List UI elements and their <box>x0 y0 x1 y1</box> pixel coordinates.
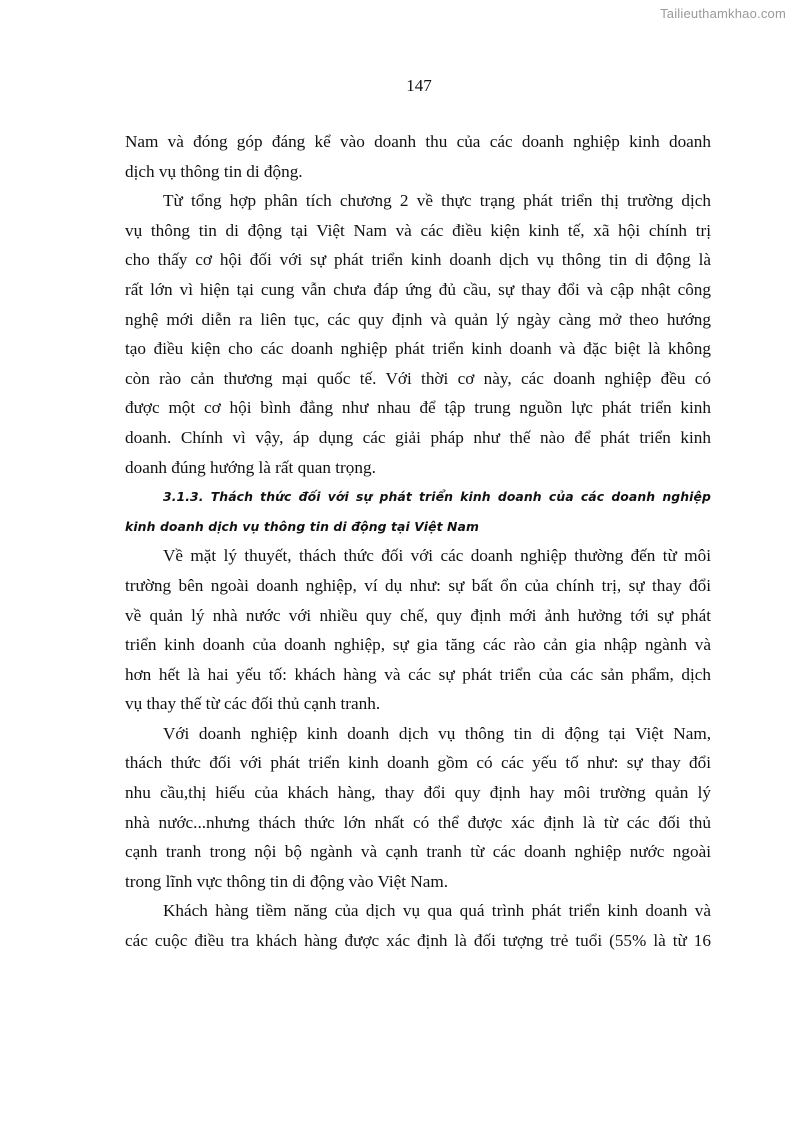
text-line: Nam và đóng góp đáng kể vào doanh thu của các doanh nghiệp kinh doanh <box>125 132 711 151</box>
heading-line: kinh doanh dịch vụ thông tin di động tại Việt Nam <box>125 518 479 534</box>
text-line: Khách hàng tiềm năng của dịch vụ qua quá trình phát triển kinh doanh và <box>163 901 711 921</box>
text-line: nghệ mới diễn ra liên tục, các quy định và quản lý ngày càng mở theo hướng <box>125 309 711 329</box>
text-line: tạo điều kiện cho các doanh nghiệp phát triển kinh doanh và đặc biệt là không <box>125 339 711 359</box>
paragraph <box>125 719 711 897</box>
paragraph <box>125 186 711 482</box>
text-line: Từ tổng hợp phân tích chương 2 về thực trạng phát triển thị trường dịch <box>163 191 711 211</box>
text-line: cạnh tranh trong nội bộ ngành và cạnh tranh từ các doanh nghiệp nước ngoài <box>125 842 711 862</box>
text-line: các cuộc điều tra khách hàng được xác định là đối tượng trẻ tuổi (55% là từ 16 <box>125 931 711 951</box>
watermark: Tailieuthamkhao.com <box>660 6 786 21</box>
text-line: doanh. Chính vì vậy, áp dụng các giải pháp như thế nào để phát triển kinh <box>125 427 711 447</box>
text-line: triển kinh doanh của doanh nghiệp, sự gia tăng các rào cản gia nhập ngành và <box>125 635 711 655</box>
text-line: Về mặt lý thuyết, thách thức đối với các doanh nghiệp thường đến từ môi <box>163 546 711 566</box>
document-body <box>125 127 711 956</box>
paragraph <box>125 896 711 955</box>
text-line: hơn hết là hai yếu tố: khách hàng và các sự phát triển của các sản phẩm, dịch <box>125 664 711 684</box>
text-line: doanh đúng hướng là rất quan trọng. <box>125 457 376 477</box>
text-line: nhà nước...nhưng thách thức lớn nhất có thể được xác định là từ các đối thủ <box>125 812 711 832</box>
text-line: về quản lý nhà nước với nhiều quy chế, quy định mới ảnh hưởng tới sự phát <box>125 605 711 625</box>
section-heading <box>125 482 711 541</box>
text-line: vụ thay thế từ các đối thủ cạnh tranh. <box>125 694 381 714</box>
text-line: trong lĩnh vực thông tin di động vào Việt Nam. <box>125 871 449 891</box>
paragraph <box>125 541 711 719</box>
text-line: vụ thông tin di động tại Việt Nam và các điều kiện kinh tế, xã hội chính trị <box>125 220 711 240</box>
text-line: cho thấy cơ hội đối với sự phát triển kinh doanh dịch vụ thông tin di động là <box>125 250 711 270</box>
text-line: được một cơ hội bình đẳng như nhau để tập trung nguồn lực phát triển kinh <box>125 398 711 418</box>
text-line: thách thức đối với phát triển kinh doanh gồm có các yếu tố như: sự thay đổi <box>125 753 711 773</box>
text-line: Với doanh nghiệp kinh doanh dịch vụ thông tin di động tại Việt Nam, <box>163 723 711 743</box>
paragraph <box>125 127 711 186</box>
text-line: nhu cầu,thị hiếu của khách hàng, thay đổi quy định hay môi trường quản lý <box>125 783 711 803</box>
text-line: rất lớn vì hiện tại cung vẫn chưa đáp ứng đủ cầu, sự thay đổi và cập nhật công <box>125 279 711 299</box>
text-line: trường bên ngoài doanh nghiệp, ví dụ như: sự bất ổn của chính trị, sự thay đổi <box>125 575 711 595</box>
page-number: 147 <box>406 76 432 95</box>
heading-line: 3.1.3. Thách thức đối với sự phát triển kinh doanh của các doanh nghiệp <box>163 489 711 505</box>
text-line: còn rào cản thương mại quốc tế. Với thời cơ này, các doanh nghiệp đều có <box>125 368 711 388</box>
text-line: dịch vụ thông tin di động. <box>125 161 303 181</box>
